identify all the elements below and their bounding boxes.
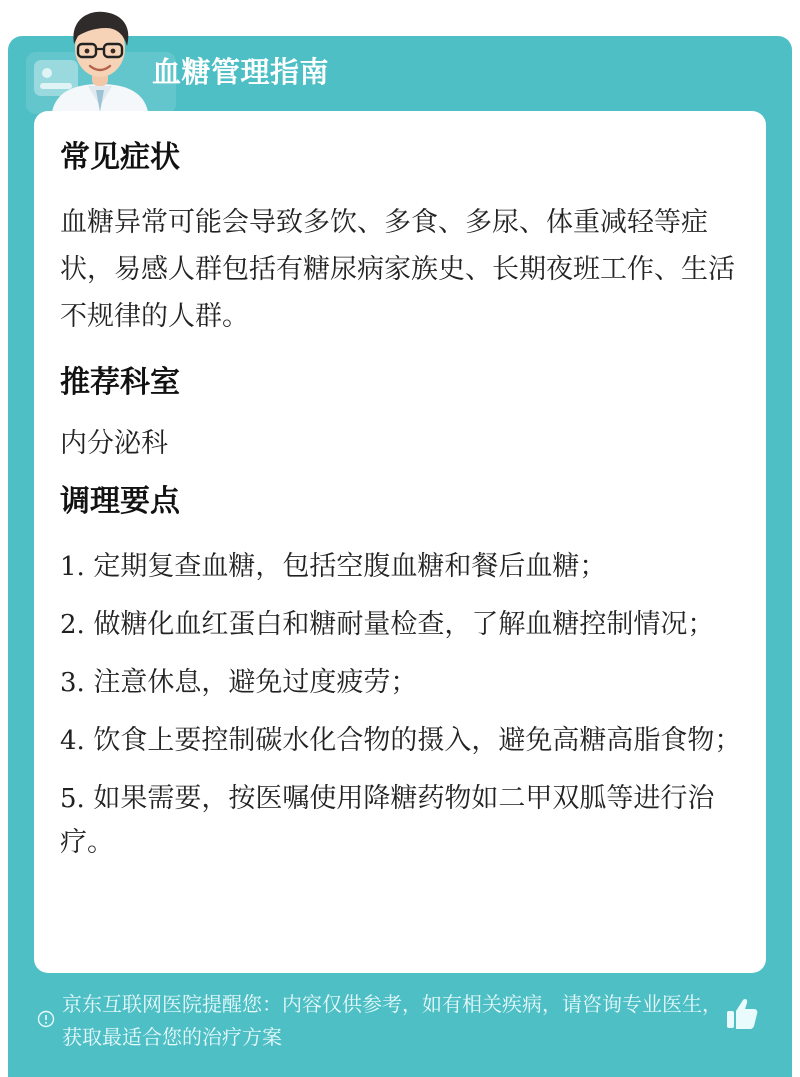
care-item-text: 饮食上要控制碳水化合物的摄入，避免高糖高脂食物； <box>93 725 742 756</box>
care-item-text: 定期复查血糖，包括空腹血糖和餐后血糖； <box>93 551 607 582</box>
care-item-2 <box>60 603 742 647</box>
care-item-3 <box>60 661 742 705</box>
care-item-text: 注意休息，避免过度疲劳； <box>93 667 418 698</box>
thumbs-up-icon[interactable] <box>724 996 760 1032</box>
content-card <box>34 111 766 973</box>
care-list <box>60 545 742 865</box>
care-item-number: 2. <box>60 610 85 640</box>
care-item-1 <box>60 545 742 589</box>
care-item-number: 5. <box>60 784 85 814</box>
care-item-number: 1. <box>60 552 85 582</box>
department-text: 内分泌科 <box>60 428 168 459</box>
care-item-text: 做糖化血红蛋白和糖耐量检查，了解血糖控制情况； <box>93 609 715 640</box>
disclaimer <box>36 988 726 1054</box>
symptoms-heading: 常见症状 <box>60 140 180 175</box>
care-item-text: 如果需要，按医嘱使用降糖药物如二甲双胍等进行治疗。 <box>60 783 715 858</box>
symptoms-text: 血糖异常可能会导致多饮、多食、多尿、体重减轻等症状，易感人群包括有糖尿病家族史、长期夜班工作、生活不规律的人群。 <box>60 207 735 332</box>
care-item-5 <box>60 777 742 865</box>
care-item-number: 3. <box>60 668 85 698</box>
card-content <box>60 135 742 879</box>
doctor-avatar-icon <box>48 6 152 112</box>
care-heading: 调理要点 <box>60 484 180 519</box>
department-heading: 推荐科室 <box>60 365 180 400</box>
disclaimer-text: 京东互联网医院提醒您：内容仅供参考，如有相关疾病，请咨询专业医生，获取最适合您的治疗方案 <box>62 992 722 1049</box>
care-item-4 <box>60 719 742 763</box>
care-item-number: 4. <box>60 726 85 756</box>
page-title: 血糖管理指南 <box>152 55 330 89</box>
